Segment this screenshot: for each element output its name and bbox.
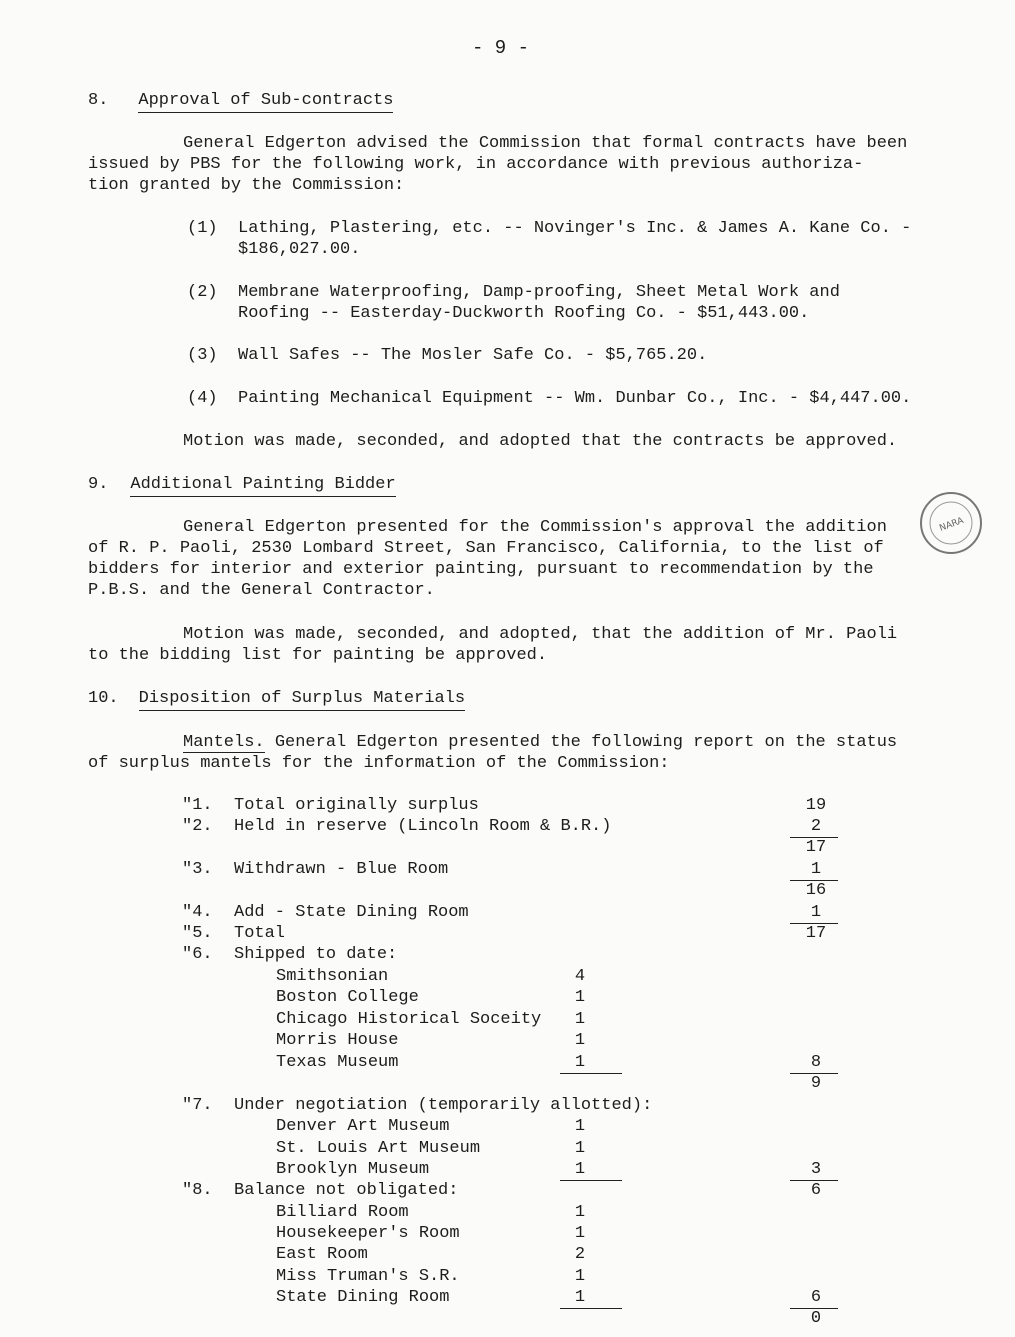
mantel-sub-count: 1: [574, 1053, 586, 1072]
mantel-total-count: 1: [810, 903, 822, 922]
mantel-row-label: East Room: [276, 1245, 368, 1264]
mantel-row-label: Balance not obligated:: [234, 1181, 459, 1200]
mantel-total-count: 6: [810, 1181, 822, 1200]
mantel-row-number: "3.: [182, 860, 213, 879]
mantel-total-count: 3: [810, 1160, 822, 1179]
section-9-heading: [88, 474, 396, 495]
mantel-sub-count: 1: [574, 1010, 586, 1029]
s8-item-4-line-1: Painting Mechanical Equipment -- Wm. Dunbar Co., Inc. - $4,447.00.: [238, 389, 912, 408]
s8-item-2-number: (2): [187, 283, 218, 302]
mantel-row-label: Withdrawn - Blue Room: [234, 860, 449, 879]
s8-item-1-line-1: Lathing, Plastering, etc. -- Novinger's Inc. & James A. Kane Co. -: [238, 219, 912, 238]
section-10-title: Disposition of Surplus Materials: [139, 689, 465, 711]
mantel-row-label: Miss Truman's S.R.: [276, 1267, 460, 1286]
mantel-total-count: 17: [805, 838, 827, 857]
mantel-total-count: 19: [805, 796, 827, 815]
mantel-row-label: Chicago Historical Soceity: [276, 1010, 542, 1029]
subtotal-rule: [560, 1180, 622, 1181]
mantels-label: Mantels.: [183, 733, 265, 752]
s8-item-1-number: (1): [187, 219, 218, 238]
s8-intro-line-2: issued by PBS for the following work, in accordance with previous authoriza-: [88, 155, 864, 174]
mantel-row-label: Housekeeper's Room: [276, 1224, 460, 1243]
mantel-row-number: "1.: [182, 796, 213, 815]
mantel-row-label: State Dining Room: [276, 1288, 450, 1307]
page-number: - 9 -: [472, 37, 530, 59]
s8-item-3-number: (3): [187, 346, 218, 365]
mantel-sub-count: 1: [574, 1267, 586, 1286]
mantel-row-number: "4.: [182, 903, 213, 922]
mantel-row-number: "5.: [182, 924, 213, 943]
svg-text:NARA: NARA: [938, 515, 966, 534]
mantel-sub-count: 1: [574, 1288, 586, 1307]
mantel-total-count: 2: [810, 817, 822, 836]
s8-item-4-number: (4): [187, 389, 218, 408]
mantel-row-label: Under negotiation (temporarily allotted):: [234, 1096, 653, 1115]
s9-para-line-1: General Edgerton presented for the Commission's approval the addition: [183, 518, 887, 537]
mantel-total-count: 17: [805, 924, 827, 943]
mantel-row-label: Billiard Room: [276, 1203, 409, 1222]
mantel-row-label: Held in reserve (Lincoln Room & B.R.): [234, 817, 612, 836]
s8-intro-line-3: tion granted by the Commission:: [88, 176, 405, 195]
mantel-row-label: Total: [234, 924, 286, 943]
mantel-total-count: 16: [805, 881, 827, 900]
s8-motion: Motion was made, seconded, and adopted that the contracts be approved.: [183, 432, 898, 451]
mantel-row-label: Denver Art Museum: [276, 1117, 450, 1136]
section-8-title: Approval of Sub-contracts: [138, 91, 393, 113]
s9-para-line-4: P.B.S. and the General Contractor.: [88, 581, 435, 600]
s9-para-line-2: of R. P. Paoli, 2530 Lombard Street, San Francisco, California, to the list of: [88, 539, 884, 558]
s8-item-1-line-2: $186,027.00.: [238, 240, 361, 259]
s9-para-line-3: bidders for interior and exterior painting, pursuant to recommendation by the: [88, 560, 874, 579]
mantel-row-number: "6.: [182, 945, 213, 964]
s9-motion-line-1: Motion was made, seconded, and adopted, that the addition of Mr. Paoli: [183, 625, 898, 644]
mantel-sub-count: 1: [574, 988, 586, 1007]
mantel-row-label: Smithsonian: [276, 967, 389, 986]
mantel-row-number: "2.: [182, 817, 213, 836]
section-10-number: 10.: [88, 689, 119, 708]
section-8-number: 8.: [88, 91, 109, 110]
s8-item-3-line-1: Wall Safes -- The Mosler Safe Co. - $5,765.20.: [238, 346, 708, 365]
s10-lead-line-1: [183, 732, 897, 753]
section-9-number: 9.: [88, 475, 109, 494]
mantel-sub-count: 1: [574, 1031, 586, 1050]
s10-lead-line-2: of surplus mantels for the information of the Commission:: [88, 754, 670, 773]
mantel-total-count: 8: [810, 1053, 822, 1072]
archive-stamp-icon: [918, 490, 984, 556]
mantel-sub-count: 1: [574, 1203, 586, 1222]
mantel-sub-count: 1: [574, 1224, 586, 1243]
mantel-row-number: "7.: [182, 1096, 213, 1115]
s8-item-2-line-2: Roofing -- Easterday-Duckworth Roofing Co. - $51,443.00.: [238, 304, 810, 323]
mantel-total-count: 9: [810, 1074, 822, 1093]
mantel-sub-count: 2: [574, 1245, 586, 1264]
mantel-sub-count: 4: [574, 967, 586, 986]
mantel-sub-count: 1: [574, 1117, 586, 1136]
mantel-row-label: Add - State Dining Room: [234, 903, 469, 922]
subtotal-rule: [560, 1308, 622, 1309]
mantel-total-count: 0: [810, 1309, 822, 1328]
section-10-heading: [88, 688, 465, 709]
mantel-row-label: Shipped to date:: [234, 945, 398, 964]
mantel-sub-count: 1: [574, 1160, 586, 1179]
s9-motion-line-2: to the bidding list for painting be approved.: [88, 646, 548, 665]
subtotal-rule: [560, 1073, 622, 1074]
s10-lead-rest: General Edgerton presented the following report on the status: [264, 733, 898, 752]
mantel-row-label: Brooklyn Museum: [276, 1160, 430, 1179]
mantel-sub-count: 1: [574, 1139, 586, 1158]
mantel-row-number: "8.: [182, 1181, 213, 1200]
s8-item-2-line-1: Membrane Waterproofing, Damp-proofing, Sheet Metal Work and: [238, 283, 840, 302]
section-9-title: Additional Painting Bidder: [130, 475, 395, 497]
section-8-heading: [88, 90, 393, 111]
mantel-total-count: 1: [810, 860, 822, 879]
mantel-row-label: Total originally surplus: [234, 796, 479, 815]
mantel-total-count: 6: [810, 1288, 822, 1307]
mantel-row-label: Boston College: [276, 988, 419, 1007]
mantel-row-label: Morris House: [276, 1031, 399, 1050]
s8-intro-line-1: General Edgerton advised the Commission that formal contracts have been: [183, 134, 908, 153]
mantel-row-label: Texas Museum: [276, 1053, 399, 1072]
mantel-row-label: St. Louis Art Museum: [276, 1139, 481, 1158]
